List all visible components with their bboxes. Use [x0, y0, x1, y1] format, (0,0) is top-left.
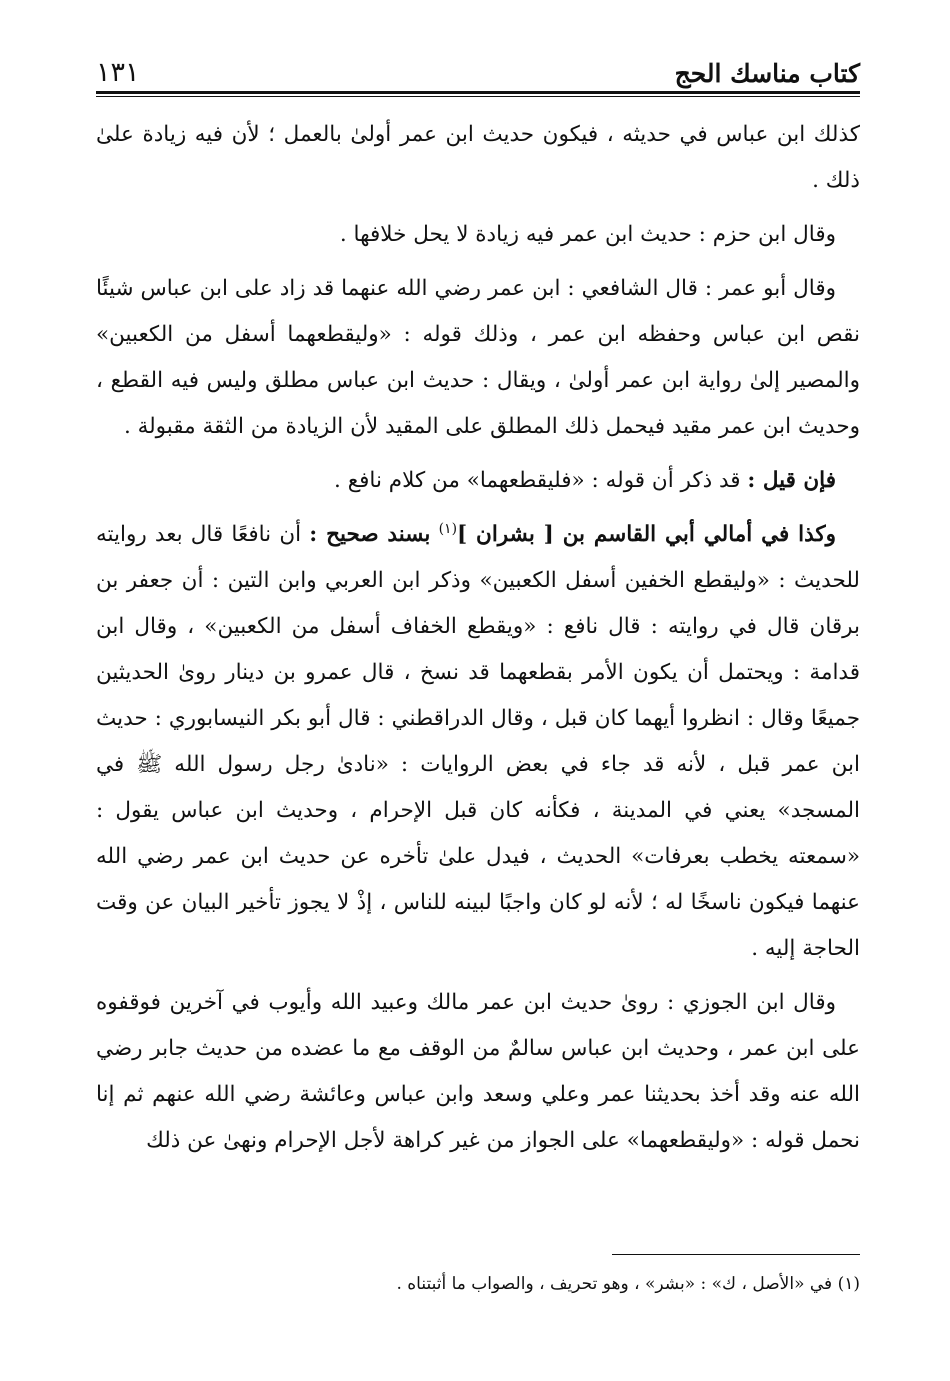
- page-number: ١٣١: [96, 57, 140, 88]
- paragraph: [96, 112, 860, 204]
- paragraph-text: كذلك ابن عباس في حديثه ، فيكون حديث ابن عمر أولىٰ بالعمل ؛ لأن فيه زيادة علىٰ ذلك .: [96, 122, 860, 193]
- paragraph-lead: فإن قيل :: [747, 468, 836, 493]
- paragraph: [96, 512, 860, 972]
- paragraph: [96, 458, 860, 504]
- paragraph-lead-secondary: بسند صحيح :: [309, 522, 431, 547]
- paragraph: [96, 266, 860, 450]
- paragraph-text: وقال ابن حزم : حديث ابن عمر فيه زيادة لا يحل خلافها .: [339, 222, 836, 247]
- paragraph-text: وقال ابن الجوزي : روىٰ حديث ابن عمر مالك وعبيد الله وأيوب في آخرين فوقفوه على ابن عمر ، وحديث ابن عباس سالمٌ من الوقف مع ما عضده من حديث جابر رضي الله عنه وقد أخذ بحديثنا عمر وعلي وسعد وابن عباس وعائشة رضي الله عنهم ثم إنا نحمل قوله : «وليقطعهما» على الجواز من غير كراهة لأجل الإحرام ونهىٰ عن ذلك: [96, 990, 860, 1153]
- paragraph-text: قد ذكر أن قوله : «فليقطعهما» من كلام نافع .: [334, 468, 741, 493]
- footnote-separator: [612, 1254, 860, 1255]
- footnote-text: (١) في «الأصل ، ك» : «بشر» ، وهو تحريف ، والصواب ما أثبتناه .: [396, 1274, 860, 1294]
- footnote: [96, 1270, 860, 1298]
- footnote-reference[interactable]: (١): [438, 520, 458, 537]
- paragraph-lead: وكذا في أمالي أبي القاسم بن [ بشران ]: [457, 522, 836, 547]
- page-header: [96, 42, 860, 86]
- header-rule-thin: [96, 96, 860, 97]
- header-rule-thick: [96, 91, 860, 94]
- paragraph: [96, 980, 860, 1164]
- paragraph: [96, 212, 860, 258]
- running-title: كتاب مناسك الحج: [674, 59, 860, 88]
- paragraph-text: أن نافعًا قال بعد روايته للحديث : «وليقطع الخفين أسفل الكعبين» وذكر ابن العربي وابن التين : أن جعفر بن برقان قال في روايته : قال نافع : «ويقطع الخفاف أسفل من الكعبين» ، وقال ابن قدامة : ويحتمل أن يكون الأمر بقطعهما قد نسخ ، قال عمرو بن دينار روىٰ الحديثين جميعًا وقال : انظروا أيهما كان قبل ، وقال الدراقطني : قال أبو بكر النيسابوري : حديث ابن عمر قبل ، لأنه قد جاء في بعض الروايات : «نادىٰ رجل رسول الله ﷺ في المسجد» يعني في المدينة ، فكأنه كان قبل الإحرام ، وحديث ابن عباس يقول : «سمعته يخطب بعرفات» الحديث ، فيدل علىٰ تأخره عن حديث ابن عمر رضي الله عنهما فيكون ناسخًا له ؛ لأنه لو كان واجبًا لبينه للناس ، إذْ لا يجوز تأخير البيان عن وقت الحاجة إليه .: [96, 522, 860, 961]
- main-text: [96, 112, 860, 1172]
- paragraph-text: وقال أبو عمر : قال الشافعي : ابن عمر رضي الله عنهما قد زاد على ابن عباس شيئًا نقص ابن عباس وحفظه ابن عمر ، وذلك قوله : «وليقطعهما أسفل من الكعبين» والمصير إلىٰ رواية ابن عمر أولىٰ ، ويقال : حديث ابن عباس مطلق وليس فيه القطع ، وحديث ابن عمر مقيد فيحمل ذلك المطلق على المقيد لأن الزيادة من الثقة مقبولة .: [96, 276, 860, 439]
